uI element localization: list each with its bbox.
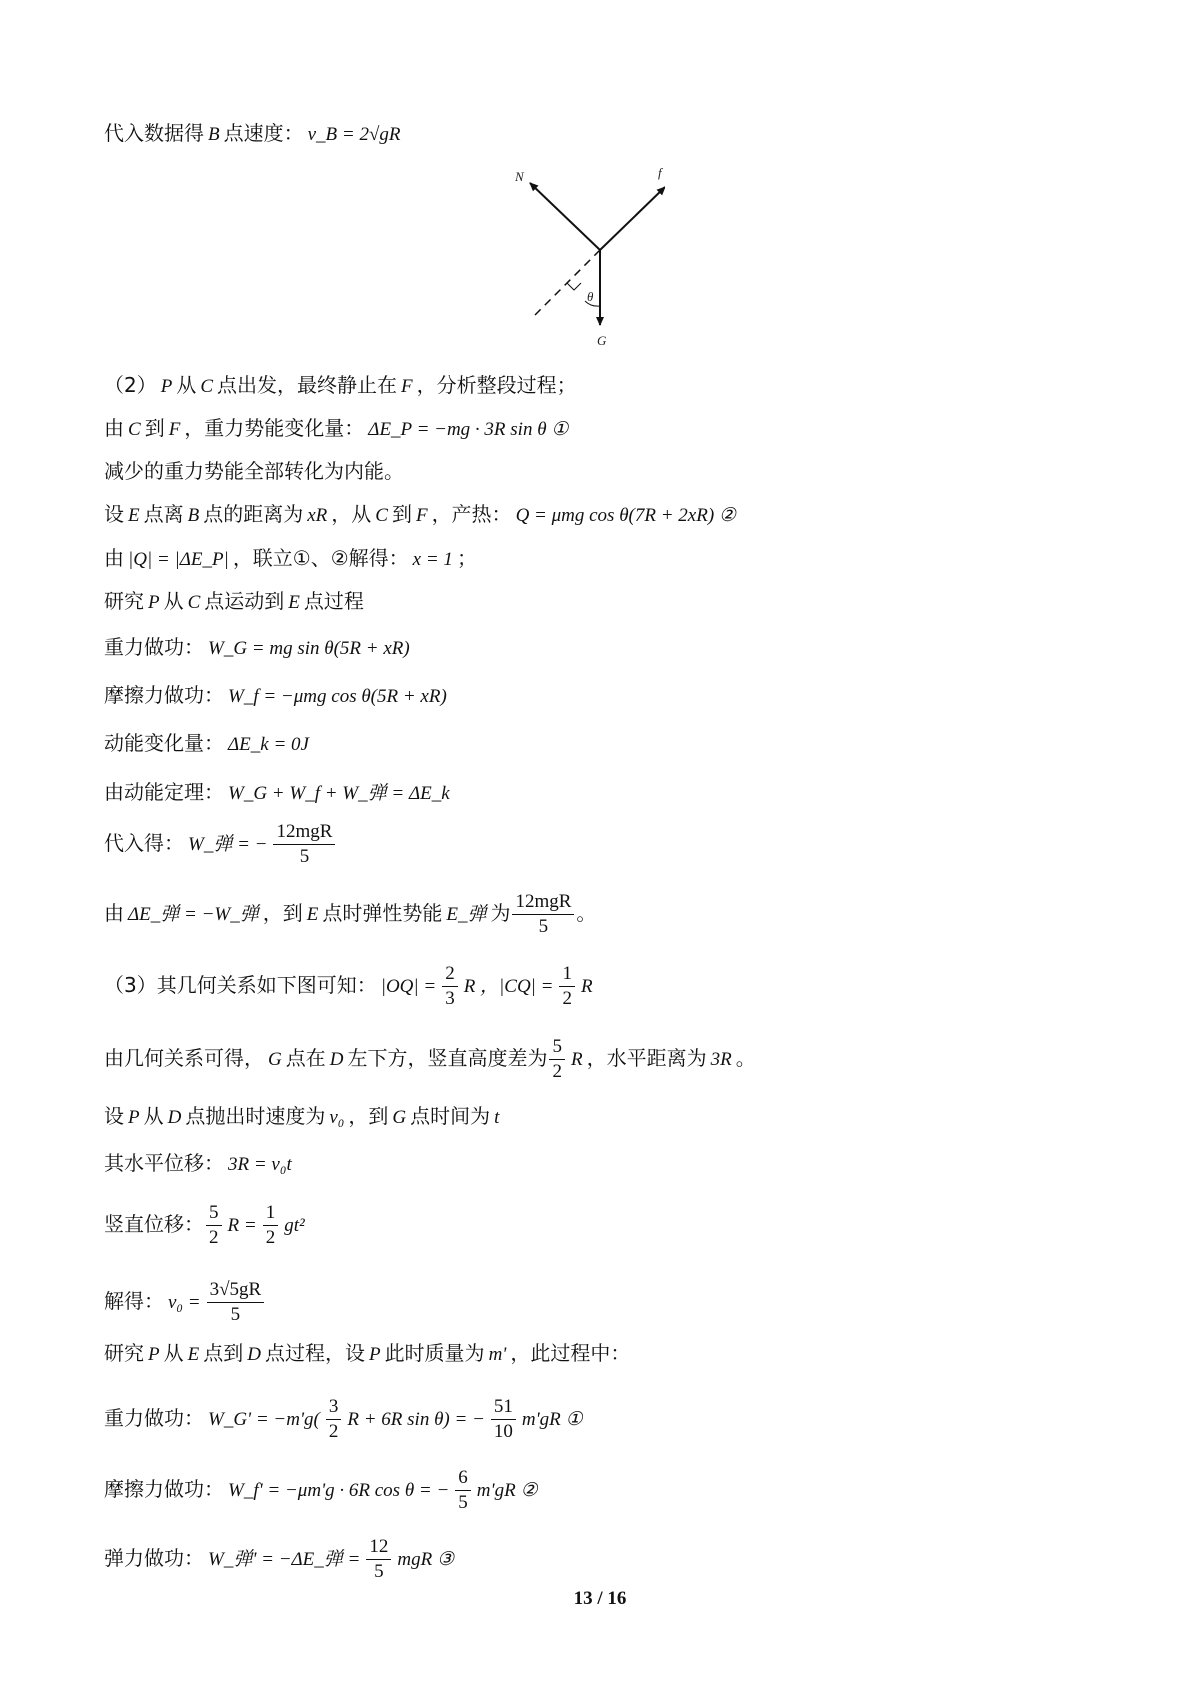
- label-theta: θ: [587, 289, 594, 304]
- fraction: [559, 962, 575, 1011]
- numerator: 12mgR: [273, 820, 335, 845]
- text: 点在: [285, 1046, 326, 1070]
- equation: ΔE_k = 0J: [228, 734, 309, 755]
- text-line: [104, 499, 740, 531]
- fraction: [491, 1395, 516, 1444]
- text: 到: [391, 502, 412, 526]
- equation: v₀ =: [168, 1292, 201, 1313]
- equation: R + 6R sin θ) = −: [347, 1409, 485, 1430]
- fraction: [263, 1201, 279, 1250]
- numerator: 2: [442, 962, 458, 987]
- math: E: [306, 904, 319, 925]
- equation: m'gR ②: [476, 1480, 538, 1501]
- math: C: [187, 592, 201, 613]
- text: 点抛出时速度为: [185, 1104, 326, 1128]
- text: 解得：: [104, 1289, 164, 1313]
- text-line: [104, 118, 405, 150]
- math: v₀: [329, 1107, 345, 1128]
- math: P: [148, 592, 160, 613]
- text: 减少的重力势能全部转化为内能。: [104, 459, 404, 483]
- numerator: 6: [455, 1466, 471, 1491]
- math: R: [570, 1049, 583, 1070]
- text: 弹力做功：: [104, 1546, 204, 1570]
- math: G: [268, 1049, 282, 1070]
- equation: W_弹 = −: [188, 834, 268, 855]
- math: P: [160, 376, 173, 397]
- text-line: [104, 1148, 296, 1180]
- math: D: [329, 1049, 344, 1070]
- text-line: [104, 632, 414, 664]
- force-diagram: [505, 165, 665, 355]
- equation: W_G' = −m'g(: [208, 1409, 320, 1430]
- math: E_弹: [446, 904, 487, 925]
- denominator: 2: [209, 1227, 219, 1248]
- denominator: 10: [493, 1421, 513, 1442]
- denominator: 5: [230, 1304, 241, 1325]
- equation: ΔE_P = −mg · 3R sin θ ①: [368, 419, 569, 440]
- text: 点运动到: [204, 589, 285, 613]
- math: E: [288, 592, 300, 613]
- math: B: [208, 124, 220, 145]
- fraction: [442, 962, 458, 1011]
- math: E: [128, 505, 140, 526]
- math: B: [187, 505, 200, 526]
- text-line: [104, 680, 451, 712]
- fraction: [273, 820, 335, 869]
- text: （3）其几何关系如下图可知：: [104, 973, 377, 997]
- math: D: [167, 1107, 182, 1128]
- equation: |Q| = |ΔE_P|: [128, 549, 229, 570]
- text: 重力做功：: [104, 635, 204, 659]
- equation: ΔE_弹 = −W_弹: [128, 904, 259, 925]
- label-g: G: [597, 333, 607, 348]
- math: P: [368, 1344, 381, 1365]
- fraction: [207, 1278, 265, 1327]
- text: 研究: [104, 1341, 144, 1365]
- text: 点过程，设: [264, 1341, 365, 1365]
- text: 设: [104, 1104, 124, 1128]
- fraction: [326, 1395, 342, 1444]
- text: ，产热：: [431, 502, 512, 526]
- denominator: 5: [374, 1561, 384, 1582]
- text-line: [104, 370, 577, 402]
- equation: W_弹' = −ΔE_弹 =: [208, 1549, 361, 1570]
- text: 从: [163, 1341, 184, 1365]
- math: F: [401, 376, 413, 397]
- text: ，分析整段过程；: [416, 373, 577, 397]
- math: C: [375, 505, 388, 526]
- equation: v_B = 2√gR: [307, 124, 401, 145]
- text: 点到: [203, 1341, 244, 1365]
- text: 设: [104, 502, 124, 526]
- label-f: f: [658, 165, 662, 180]
- text: 点时间为: [410, 1104, 491, 1128]
- math: F: [168, 419, 181, 440]
- text-line: [104, 1035, 756, 1084]
- fraction: [206, 1201, 222, 1250]
- text: 点出发，最终静止在: [217, 373, 398, 397]
- numerator: 1: [559, 962, 575, 987]
- text-line: [104, 456, 404, 486]
- text: ，从: [331, 502, 372, 526]
- text-line: [104, 543, 477, 575]
- text-line: [104, 777, 454, 809]
- text-line: [104, 728, 313, 760]
- text: 由动能定理：: [104, 780, 224, 804]
- denominator: 5: [299, 846, 310, 867]
- text: ，重力势能变化量：: [184, 416, 365, 440]
- text: 点时弹性势能: [322, 901, 443, 925]
- denominator: 2: [328, 1421, 339, 1442]
- numerator: 12mgR: [512, 890, 574, 915]
- text-line: [104, 1278, 266, 1327]
- text: 点过程: [303, 589, 364, 613]
- text: 。: [576, 901, 597, 925]
- denominator: 5: [538, 916, 549, 937]
- math: C: [128, 419, 141, 440]
- numerator: 3√5gR: [207, 1278, 265, 1303]
- text: 由几何关系可得，: [104, 1046, 264, 1070]
- fraction: [512, 890, 574, 939]
- fraction: [455, 1466, 471, 1515]
- text-line: [104, 1101, 503, 1133]
- math: xR: [307, 505, 328, 526]
- equation: W_f = −μmg cos θ(5R + xR): [228, 686, 447, 707]
- text: 从: [176, 373, 197, 397]
- text-line: [104, 1535, 458, 1584]
- math: t: [494, 1107, 500, 1128]
- text: 由: [104, 416, 124, 440]
- equation: W_G + W_f + W_弹 = ΔE_k: [228, 783, 450, 804]
- text: 为: [490, 901, 511, 925]
- equation: R ，|CQ| =: [463, 976, 554, 997]
- denominator: 3: [445, 988, 455, 1009]
- math: P: [128, 1107, 140, 1128]
- math: D: [247, 1344, 261, 1365]
- text: 摩擦力做功：: [104, 1477, 224, 1501]
- math: E: [187, 1344, 200, 1365]
- text: 由: [104, 546, 124, 570]
- denominator: 2: [562, 988, 572, 1009]
- text: （2）: [104, 373, 157, 397]
- math: G: [392, 1107, 407, 1128]
- math: R: [580, 976, 593, 997]
- text: 左下方，竖直高度差为: [347, 1046, 548, 1070]
- text: 摩擦力做功：: [104, 683, 224, 707]
- equation: Q = μmg cos θ(7R + 2xR) ②: [515, 505, 736, 526]
- text: 到: [144, 416, 165, 440]
- text-line: [104, 1338, 630, 1370]
- text: 从: [143, 1104, 164, 1128]
- numerator: 51: [491, 1395, 516, 1420]
- text: ，此过程中：: [510, 1341, 631, 1365]
- text: 代入得：: [104, 831, 184, 855]
- equation: R =: [227, 1215, 257, 1236]
- equation: 3R = v₀t: [228, 1154, 292, 1175]
- numerator: 5: [206, 1201, 222, 1226]
- denominator: 2: [265, 1227, 276, 1248]
- text: ，到: [262, 901, 303, 925]
- text-line: [104, 1395, 587, 1444]
- math: 3R: [710, 1049, 732, 1070]
- equation: |OQ| =: [380, 976, 437, 997]
- text-line: [104, 820, 337, 869]
- fraction: [366, 1535, 391, 1584]
- right-angle-mark: [567, 283, 581, 290]
- text: 研究: [104, 589, 144, 613]
- numerator: 5: [549, 1035, 565, 1060]
- text: 点的距离为: [203, 502, 304, 526]
- denominator: 5: [458, 1492, 468, 1513]
- math: C: [200, 376, 214, 397]
- text: 竖直位移：: [104, 1212, 204, 1236]
- text-line: [104, 413, 572, 445]
- math: F: [415, 505, 428, 526]
- equation: m'gR ①: [521, 1409, 583, 1430]
- text-line: [104, 962, 597, 1011]
- text: 此时质量为: [384, 1341, 485, 1365]
- text-line: [104, 890, 596, 939]
- math: m': [488, 1344, 507, 1365]
- text: 其水平位移：: [104, 1151, 224, 1175]
- label-n: N: [515, 169, 524, 184]
- text: 代入数据得: [104, 121, 204, 145]
- text: ，水平距离为: [586, 1046, 707, 1070]
- friction-force-arrow: [600, 187, 665, 250]
- text: ，联立①、②解得：: [232, 546, 409, 570]
- denominator: 2: [552, 1061, 562, 1082]
- numerator: 3: [326, 1395, 342, 1420]
- text-line: [104, 586, 364, 618]
- text-line: [104, 1201, 309, 1250]
- math: gt²: [284, 1215, 305, 1236]
- text: 点速度：: [223, 121, 304, 145]
- text: 动能变化量：: [104, 731, 224, 755]
- text: 点离: [143, 502, 184, 526]
- text: 。: [735, 1046, 756, 1070]
- fraction: [549, 1035, 565, 1084]
- equation: W_G = mg sin θ(5R + xR): [208, 638, 410, 659]
- numerator: 1: [263, 1201, 279, 1226]
- equation: W_f' = −μm'g · 6R cos θ = −: [228, 1480, 450, 1501]
- text: 从: [163, 589, 184, 613]
- text: ，到: [348, 1104, 389, 1128]
- incline-dashed-line: [535, 250, 600, 315]
- text: 重力做功：: [104, 1406, 204, 1430]
- normal-force-arrow: [530, 183, 600, 250]
- text: 由: [104, 901, 124, 925]
- page-number: 13 / 16: [573, 1588, 627, 1609]
- text: ；: [456, 546, 477, 570]
- equation: mgR ③: [397, 1549, 454, 1570]
- equation: x = 1: [412, 549, 453, 570]
- text-line: [104, 1466, 541, 1515]
- numerator: 12: [366, 1535, 391, 1560]
- math: P: [148, 1344, 160, 1365]
